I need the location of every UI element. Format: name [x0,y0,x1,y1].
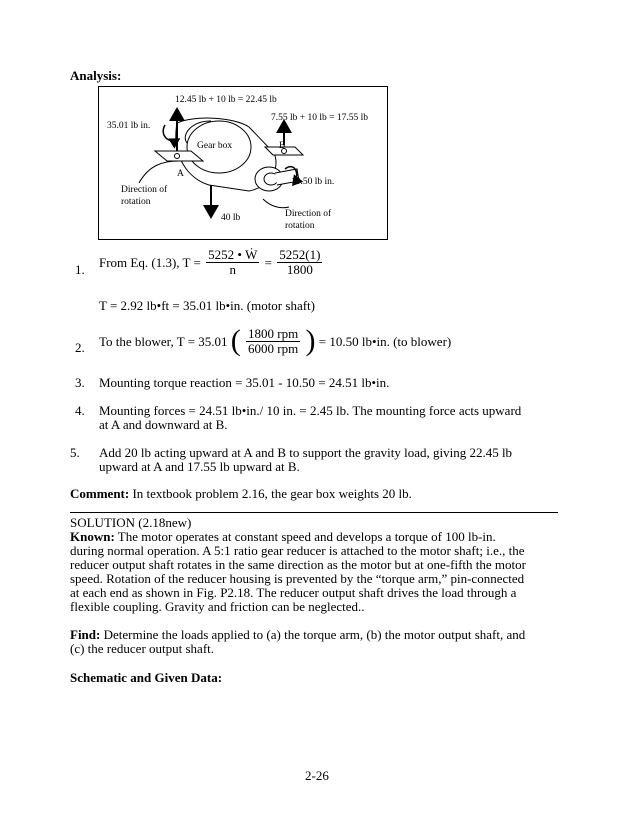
item-4-line-1: Mounting forces = 24.51 lb•in./ 10 in. = 2.45 lb. The mounting force acts upward [99,403,522,418]
known-line-1 [70,529,496,544]
known-line-6: flexible coupling. Gravity and friction can be neglected.. [70,599,365,614]
solution-title: SOLUTION (2.18new) [70,515,192,530]
item-2-lead: To the blower, T = 35.01 [99,333,228,349]
label-direction-right-2: rotation [285,221,315,231]
comment-label: Comment: [70,486,130,501]
known-line-3: reducer output shaft rotates in the same direction as the motor but at one-fifth the motor [70,557,526,572]
item-1-frac2-numerator: 5252(1) [279,247,321,262]
item-5-line-2: upward at A and 17.55 lb upward at B. [99,459,300,474]
label-gearbox: Gear box [197,141,233,151]
item-2-tail: = 10.50 lb•in. (to blower) [318,333,452,349]
item-2-fraction [246,327,300,356]
comment-text: In textbook problem 2.16, the gear box weights 20 lb. [129,486,412,501]
item-1-number: 1. [75,262,85,277]
find-line-1 [70,627,525,642]
known-line-4: speed. Rotation of the reducer housing is prevented by the “torque arm,” pin-connected [70,571,525,586]
label-top-force: 12.45 lb + 10 lb = 22.45 lb [175,95,277,105]
label-motor-torque: 35.01 lb in. [107,121,151,131]
known-line-5: at each end as shown in Fig. P2.18. The reducer output shaft drives the load through a [70,585,517,600]
known-text-1: The motor operates at constant speed and develops a torque of 100 lb-in. [114,529,496,544]
comment-paragraph [70,486,412,501]
known-label: Known: [70,529,115,544]
label-blower-torque: 10.50 lb in. [291,177,335,187]
item-3-number: 3. [75,375,85,390]
item-4-number: 4. [75,403,85,418]
label-right-force: 7.55 lb + 10 lb = 17.55 lb [271,113,369,123]
label-direction-left-1: Direction of [121,185,168,195]
item-1-equals: = [264,255,272,270]
item-1-lead: From Eq. (1.3), T = [99,255,201,270]
find-text-1: Determine the loads applied to (a) the torque arm, (b) the motor output shaft, and [100,627,526,642]
item-1-fraction-1 [206,248,259,277]
item-1-equation [99,248,324,277]
label-direction-left-2: rotation [121,197,151,207]
item-1-fraction-2 [277,248,322,277]
section-divider [70,512,558,513]
item-1-frac2-denominator: 1800 [286,262,313,277]
schematic-heading: Schematic and Given Data: [70,670,223,685]
label-direction-right-1: Direction of [285,209,332,219]
item-5-line-1: Add 20 lb acting upward at A and B to support the gravity load, giving 22.45 lb [99,445,513,460]
item-5-number: 5. [70,445,80,460]
free-body-diagram [98,86,388,240]
item-1-result: T = 2.92 lb•ft = 35.01 lb•in. (motor shaft) [99,298,315,313]
find-label: Find: [70,627,101,642]
item-2-number: 2. [75,340,85,355]
item-2-equation [99,326,451,356]
item-2-left-paren: ( [230,324,241,357]
item-2-numerator: 1800 rpm [248,325,299,341]
label-point-a: A [177,169,184,179]
label-weight: 40 lb [221,213,241,223]
analysis-heading: Analysis: [70,68,122,83]
item-1-frac1-numerator: 5252 • Ẇ [208,247,258,262]
known-line-2: during normal operation. A 5:1 ratio gear reducer is attached to the motor shaft; i.e., the [70,543,525,558]
item-2-denominator: 6000 rpm [248,340,299,356]
diagram-drawing [99,87,389,241]
item-4-line-2: at A and downward at B. [99,417,228,432]
item-3-text: Mounting torque reaction = 35.01 - 10.50 = 24.51 lb•in. [99,375,390,390]
page-number: 2-26 [305,768,329,783]
find-line-2: (c) the reducer output shaft. [70,641,215,656]
item-1-frac1-denominator: n [229,262,236,277]
item-2-right-paren: ) [305,324,316,357]
label-point-b: B [279,141,286,151]
